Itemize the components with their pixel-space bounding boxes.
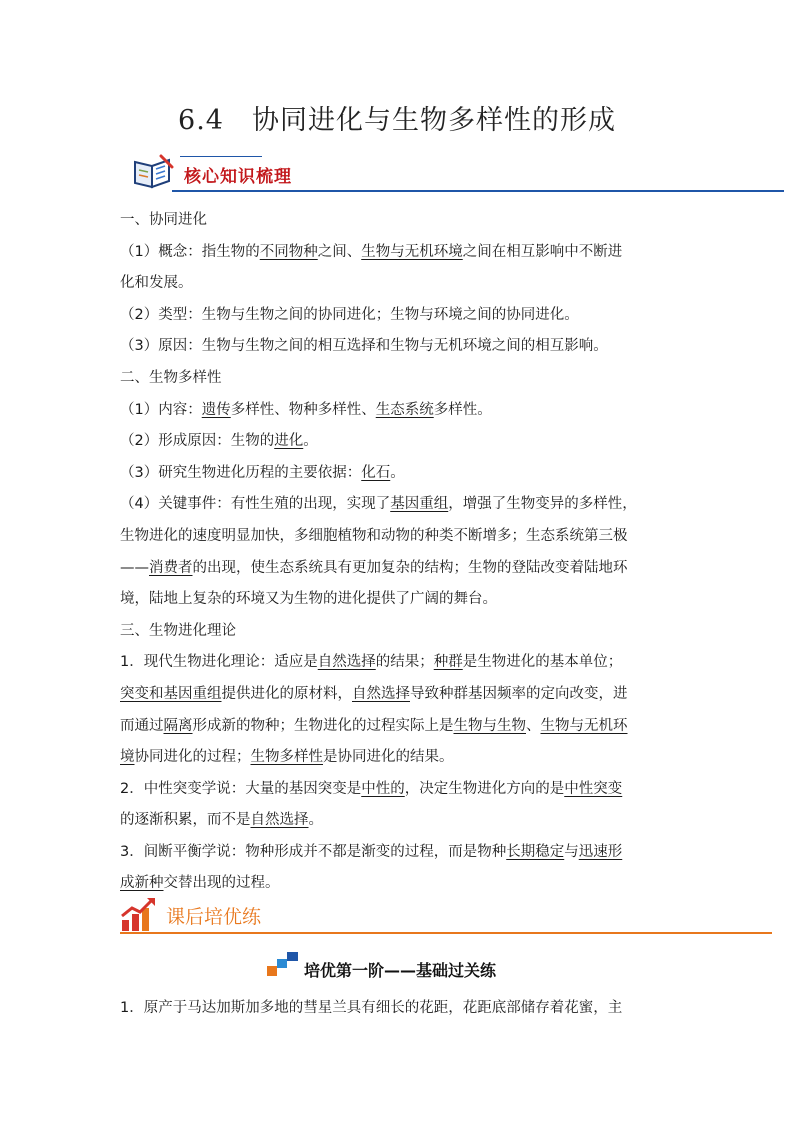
key-term: 迅速形 — [578, 843, 623, 860]
text-line: 境，陆地上复杂的环境又为生物的进化提供了广阔的舞台。 — [120, 591, 497, 608]
key-term: 中性突变 — [564, 780, 623, 797]
text-line: 二、生物多样性 — [120, 369, 222, 386]
key-term: 自然选择 — [250, 812, 309, 829]
text-line: 一、协同进化 — [120, 212, 207, 228]
text-line: 境协同进化的过程；生物多样性是协同进化的结果。 — [120, 749, 454, 766]
text-line: （3）原因：生物与生物之间的相互选择和生物与无机环境之间的相互影响。 — [120, 338, 608, 355]
core-knowledge-header — [132, 150, 784, 196]
bar-chart-icon — [120, 896, 158, 932]
header-top-accent — [180, 156, 262, 157]
text-line: 的逐渐积累，而不是自然选择。 — [120, 812, 323, 829]
key-term: 生态系统 — [375, 401, 434, 418]
text-line: （1）内容：遗传多样性、物种多样性、生态系统多样性。 — [120, 401, 492, 418]
key-term: 基因重组 — [390, 496, 449, 513]
text-line: （1）概念：指生物的不同物种之间、生物与无机环境之间在相互影响中不断进 — [120, 243, 623, 260]
section-divider — [120, 932, 772, 934]
key-term: 中性的 — [361, 780, 405, 797]
key-term: 自然选择 — [352, 685, 410, 702]
section-label: 课后培优练 — [166, 906, 262, 928]
key-term: 隔离 — [163, 717, 193, 734]
question-text: 1．原产于马达加斯加多地的彗星兰具有细长的花距，花距底部储存着花蜜，主 — [120, 1000, 623, 1016]
text-line: 成新种交替出现的过程。 — [120, 875, 280, 892]
after-class-practice-header — [120, 894, 772, 936]
steps-icon — [266, 950, 300, 978]
key-term: 生物与生物 — [453, 717, 526, 734]
subsection-label: 培优第一阶——基础过关练 — [304, 961, 497, 980]
key-term: 生物与无机环境 — [361, 243, 463, 260]
text-line: 而通过隔离形成新的物种；生物进化的过程实际上是生物与生物、生物与无机环 — [120, 717, 628, 734]
key-term: 自然选择 — [317, 654, 376, 671]
book-icon — [132, 154, 174, 190]
key-term: 成新种 — [120, 875, 164, 892]
text-line: 1．现代生物进化理论：适应是自然选择的结果；种群是生物进化的基本单位； — [120, 654, 623, 671]
knowledge-content — [120, 205, 680, 900]
text-line: 突变和基因重组提供进化的原材料，自然选择导致种群基因频率的定向改变，进 — [120, 685, 628, 702]
key-term: 生物与无机环 — [540, 717, 628, 734]
text-line: （4）关键事件：有性生殖的出现，实现了基因重组，增强了生物变异的多样性， — [120, 496, 637, 513]
key-term: 化石 — [361, 464, 391, 481]
text-line: 2．中性突变学说：大量的基因突变是中性的，决定生物进化方向的是中性突变 — [120, 780, 623, 797]
text-line: （2）类型：生物与生物之间的协同进化；生物与环境之间的协同进化。 — [120, 306, 579, 323]
section-label: 核心知识梳理 — [184, 167, 292, 187]
text-line: 3．间断平衡学说：物种形成并不都是渐变的过程，而是物种长期稳定与迅速形 — [120, 843, 623, 860]
key-term: 不同物种 — [259, 243, 318, 260]
text-line: 化和发展。 — [120, 275, 193, 292]
key-term: 境 — [120, 749, 135, 766]
key-term: 生物多样性 — [250, 749, 323, 766]
text-line: （2）形成原因：生物的进化。 — [120, 433, 318, 450]
key-term: 进化 — [274, 433, 304, 450]
key-term: 种群 — [433, 654, 463, 671]
key-term: 遗传 — [201, 401, 231, 418]
key-term: 长期稳定 — [506, 843, 565, 860]
text-line: （3）研究生物进化历程的主要依据：化石。 — [120, 464, 405, 481]
key-term: 突变和基因重组 — [120, 685, 222, 702]
text-line: ——消费者的出现，使生态系统具有更加复杂的结构；生物的登陆改变着陆地环 — [120, 559, 628, 576]
page-title: 6.4 协同进化与生物多样性的形成 — [178, 105, 616, 136]
text-line: 生物进化的速度明显加快，多细胞植物和动物的种类不断增多；生态系统第三极 — [120, 527, 628, 544]
key-term: 消费者 — [149, 559, 193, 576]
text-line: 三、生物进化理论 — [120, 622, 236, 639]
section-divider — [172, 190, 784, 192]
